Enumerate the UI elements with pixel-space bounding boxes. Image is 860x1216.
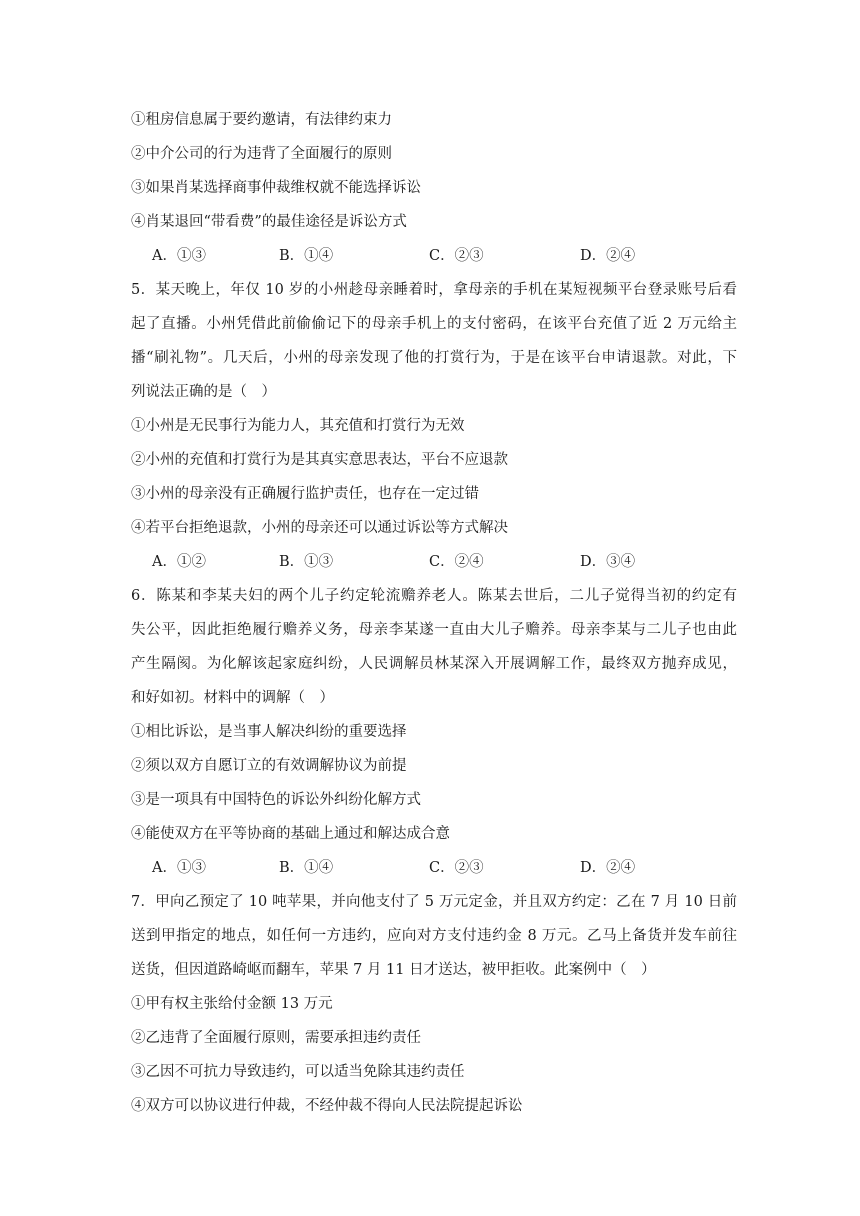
q4-statement-4: ④肖某退回“带看费”的最佳途径是诉讼方式 [131,214,407,230]
q5-option-b[interactable]: B．①③ [279,554,334,570]
q5-statement-4: ④若平台拒绝退款，小州的母亲还可以通过诉讼等方式解决 [131,520,508,536]
q4-option-a[interactable]: A．①③ [152,248,206,264]
q6-option-b[interactable]: B．①④ [279,860,334,876]
q5-stem-line-3: 播“刷礼物”。几天后，小州的母亲发现了他的打赏行为，于是在该平台申请退款。对此，下 [131,350,737,366]
q6-statement-2: ②须以双方自愿订立的有效调解协议为前提 [131,758,407,774]
q5-statement-3: ③小州的母亲没有正确履行监护责任，也存在一定过错 [131,486,479,502]
q7-stem-line-2: 送到甲指定的地点，如任何一方违约，应向对方支付违约金 8 万元。乙马上备货并发车前往 [131,928,737,944]
q5-options [0,552,860,572]
q5-statement-2: ②小州的充值和打赏行为是其真实意思表达，平台不应退款 [131,452,508,468]
q6-stem-line-3: 产生隔阂。为化解该起家庭纠纷，人民调解员林某深入开展调解工作，最终双方抛弃成见， [131,656,737,672]
q6-stem-line-2: 失公平，因此拒绝履行赡养义务，母亲李某遂一直由大儿子赡养。母亲李某与二儿子也由此 [131,622,737,638]
q4-option-b[interactable]: B．①④ [279,248,334,264]
q7-stem-line-3: 送货，但因道路崎岖而翻车，苹果 7 月 11 日才送达，被甲拒收。此案例中（ ） [131,962,656,978]
q6-statement-3: ③是一项具有中国特色的诉讼外纠纷化解方式 [131,792,421,808]
q6-stem-line-1: 6．陈某和李某夫妇的两个儿子约定轮流赡养老人。陈某去世后，二儿子觉得当初的约定有 [131,588,737,604]
q4-option-c[interactable]: C．②③ [429,248,484,264]
q5-stem-line-1: 5．某天晚上，年仅 10 岁的小州趁母亲睡着时，拿母亲的手机在某短视频平台登录账号后看 [131,282,737,298]
q5-option-a[interactable]: A．①② [152,554,206,570]
q4-statement-1: ①租房信息属于要约邀请，有法律约束力 [131,112,392,128]
q5-stem-line-2: 起了直播。小州凭借此前偷偷记下的母亲手机上的支付密码，在该平台充值了近 2 万元给主 [131,316,737,332]
q4-option-d[interactable]: D．②④ [580,248,636,264]
q4-statement-3: ③如果肖某选择商事仲裁维权就不能选择诉讼 [131,180,421,196]
q7-stem-line-1: 7．甲向乙预定了 10 吨苹果，并向他支付了 5 万元定金，并且双方约定：乙在 7 月 10 日前 [131,894,737,910]
q6-statement-4: ④能使双方在平等协商的基础上通过和解达成合意 [131,826,450,842]
q7-statement-2: ②乙违背了全面履行原则，需要承担违约责任 [131,1030,421,1046]
q7-statement-1: ①甲有权主张给付金额 13 万元 [131,996,333,1012]
q4-options [0,246,860,266]
q5-stem-line-4: 列说法正确的是（ ） [131,384,276,400]
q5-option-c[interactable]: C．②④ [429,554,484,570]
q6-stem-line-4: 和好如初。材料中的调解（ ） [131,690,334,706]
q6-option-c[interactable]: C．②③ [429,860,484,876]
q6-statement-1: ①相比诉讼，是当事人解决纠纷的重要选择 [131,724,407,740]
q4-statement-2: ②中介公司的行为违背了全面履行的原则 [131,146,392,162]
q6-option-d[interactable]: D．②④ [580,860,636,876]
q6-option-a[interactable]: A．①③ [152,860,206,876]
q6-options [0,858,860,878]
q5-option-d[interactable]: D．③④ [580,554,636,570]
q7-statement-4: ④双方可以协议进行仲裁，不经仲裁不得向人民法院提起诉讼 [131,1098,523,1114]
q5-statement-1: ①小州是无民事行为能力人，其充值和打赏行为无效 [131,418,465,434]
q7-statement-3: ③乙因不可抗力导致违约，可以适当免除其违约责任 [131,1064,465,1080]
